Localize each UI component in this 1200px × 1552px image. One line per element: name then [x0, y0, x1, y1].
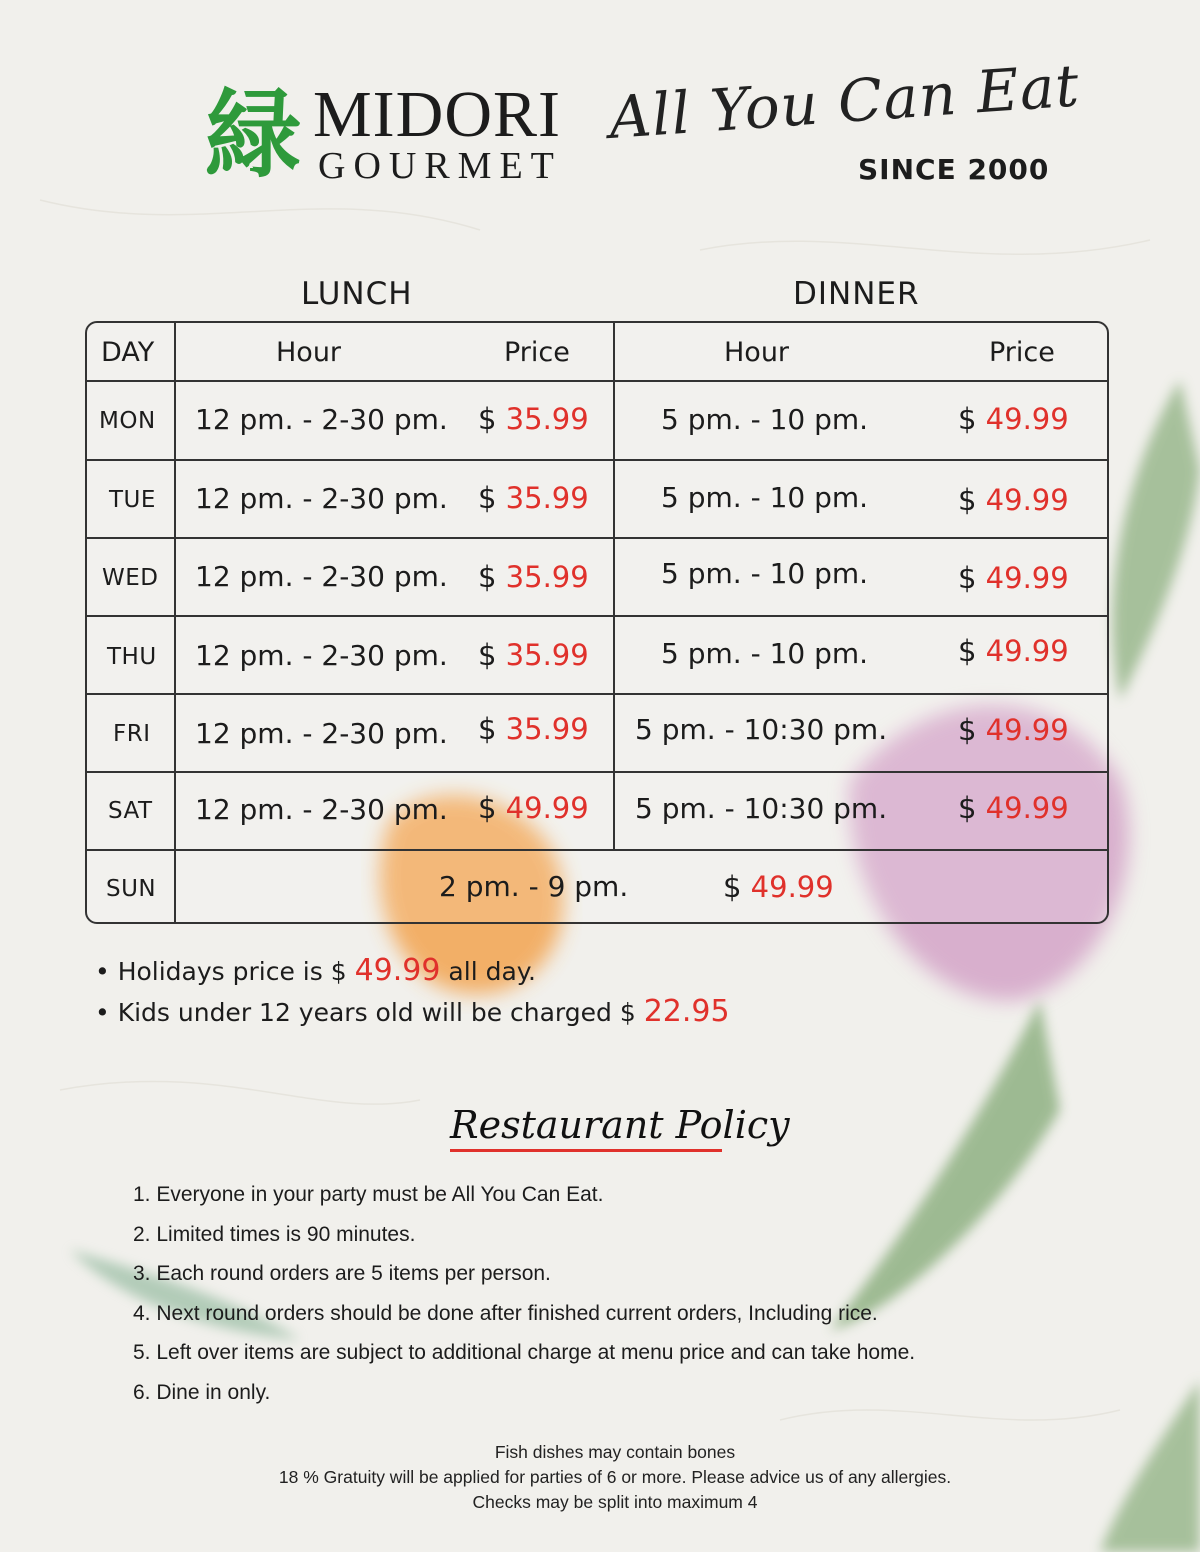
tagline: All You Can Eat	[606, 51, 1082, 153]
sunday-hours: 2 pm. - 9 pm.	[439, 870, 629, 903]
lunch-hours: 12 pm. - 2-30 pm.	[195, 639, 448, 672]
day-label: THU	[107, 644, 157, 670]
holiday-price-note	[95, 953, 536, 990]
day-label: FRI	[113, 721, 151, 747]
dinner-price	[958, 710, 1069, 750]
dinner-price	[958, 788, 1069, 828]
lunch-price	[478, 399, 589, 439]
price-value: 49.99	[985, 791, 1069, 825]
lunch-hours: 12 pm. - 2-30 pm.	[195, 560, 448, 593]
lunch-hours: 12 pm. - 2-30 pm.	[195, 717, 448, 750]
policy-title-underline	[450, 1149, 722, 1152]
lunch-hours: 12 pm. - 2-30 pm.	[195, 482, 448, 515]
price-value: 35.99	[505, 402, 589, 436]
policy-item: 6. Dine in only.	[133, 1380, 271, 1404]
footer-notes	[150, 1440, 1080, 1515]
currency-symbol: $	[478, 791, 497, 825]
policy-item: 2. Limited times is 90 minutes.	[133, 1222, 416, 1246]
day-label: MON	[99, 408, 156, 434]
policy-list	[133, 1178, 915, 1415]
dinner-heading: DINNER	[793, 276, 920, 312]
dinner-price	[958, 631, 1069, 671]
logo-glyph: 緑	[205, 78, 301, 191]
dinner-hours: 5 pm. - 10:30 pm.	[635, 792, 888, 825]
row-divider	[87, 537, 1107, 539]
row-divider	[87, 771, 1107, 773]
footer-line: Checks may be split into maximum 4	[472, 1492, 758, 1512]
policy-item: 1. Everyone in your party must be All You Can Eat.	[133, 1183, 604, 1206]
column-divider	[174, 323, 176, 924]
price-value: 49.99	[985, 713, 1069, 747]
sunday-price	[723, 867, 834, 907]
dinner-price	[958, 399, 1069, 439]
row-divider	[87, 380, 1107, 382]
dinner-price	[958, 558, 1069, 598]
currency-symbol: $	[478, 481, 497, 515]
lunch-price	[478, 557, 589, 597]
schedule-table	[85, 321, 1109, 924]
row-divider	[87, 849, 1107, 851]
row-divider	[87, 693, 1107, 695]
day-label: TUE	[109, 487, 156, 513]
currency-symbol: $	[958, 634, 977, 668]
day-label: WED	[102, 565, 159, 591]
lunch-hours: 12 pm. - 2-30 pm.	[195, 793, 448, 826]
price-value: 35.99	[505, 481, 589, 515]
price-value: 49.99	[985, 402, 1069, 436]
currency-symbol: $	[478, 712, 497, 746]
price-value: 49.99	[985, 483, 1069, 517]
day-column-header: DAY	[101, 337, 155, 368]
lunch-hour-header: Hour	[276, 337, 342, 368]
lunch-price	[478, 788, 589, 828]
currency-symbol: $	[478, 638, 497, 672]
note-text: all day.	[448, 957, 536, 986]
price-value: 49.99	[985, 634, 1069, 668]
brand-subtitle: GOURMET	[318, 145, 562, 187]
brand-name: MIDORI	[313, 78, 561, 151]
policy-title: Restaurant Policy	[450, 1103, 790, 1147]
lunch-price	[478, 635, 589, 675]
policy-item: 3. Each round orders are 5 items per person.	[133, 1262, 551, 1285]
dinner-hours: 5 pm. - 10 pm.	[661, 403, 869, 436]
price-value: 49.99	[985, 561, 1069, 595]
dinner-hour-header: Hour	[724, 337, 790, 368]
column-divider	[613, 323, 615, 849]
note-text: • Kids under 12 years old will be charged $	[95, 998, 636, 1027]
currency-symbol: $	[958, 402, 977, 436]
row-divider	[87, 615, 1107, 617]
price-value: 35.99	[505, 712, 589, 746]
price-value: 35.99	[505, 560, 589, 594]
kids-price-note	[95, 994, 730, 1031]
currency-symbol: $	[478, 402, 497, 436]
currency-symbol: $	[958, 561, 977, 595]
currency-symbol: $	[958, 713, 977, 747]
lunch-price	[478, 709, 589, 749]
footer-line: 18 % Gratuity will be applied for parties of 6 or more. Please advice us of any allergies.	[278, 1467, 952, 1487]
dinner-hours: 5 pm. - 10:30 pm.	[635, 713, 888, 746]
currency-symbol: $	[723, 870, 742, 904]
footer-line: Fish dishes may contain bones	[494, 1442, 736, 1462]
currency-symbol: $	[958, 791, 977, 825]
policy-item: 4. Next round orders should be done after finished current orders, Including rice.	[133, 1301, 878, 1325]
note-text: • Holidays price is $	[95, 957, 347, 986]
lunch-price-header: Price	[504, 337, 570, 368]
since-label: SINCE 2000	[858, 153, 1050, 186]
dinner-hours: 5 pm. - 10 pm.	[661, 557, 869, 590]
lunch-heading: LUNCH	[301, 276, 413, 312]
currency-symbol: $	[478, 560, 497, 594]
policy-item: 5. Left over items are subject to additional charge at menu price and can take home.	[133, 1341, 916, 1364]
lunch-price	[478, 478, 589, 518]
row-divider	[87, 459, 1107, 461]
day-label: SAT	[108, 798, 153, 824]
price-value: 49.99	[750, 870, 834, 904]
price-value: 35.99	[505, 638, 589, 672]
holiday-price-value: 49.99	[354, 953, 441, 988]
dinner-price-header: Price	[989, 337, 1055, 368]
dinner-price	[958, 480, 1069, 520]
day-label: SUN	[106, 876, 157, 902]
lunch-hours: 12 pm. - 2-30 pm.	[195, 403, 448, 436]
dinner-hours: 5 pm. - 10 pm.	[661, 637, 869, 670]
kids-price-value: 22.95	[643, 994, 730, 1029]
currency-symbol: $	[958, 483, 977, 517]
price-value: 49.99	[505, 791, 589, 825]
dinner-hours: 5 pm. - 10 pm.	[661, 481, 869, 514]
